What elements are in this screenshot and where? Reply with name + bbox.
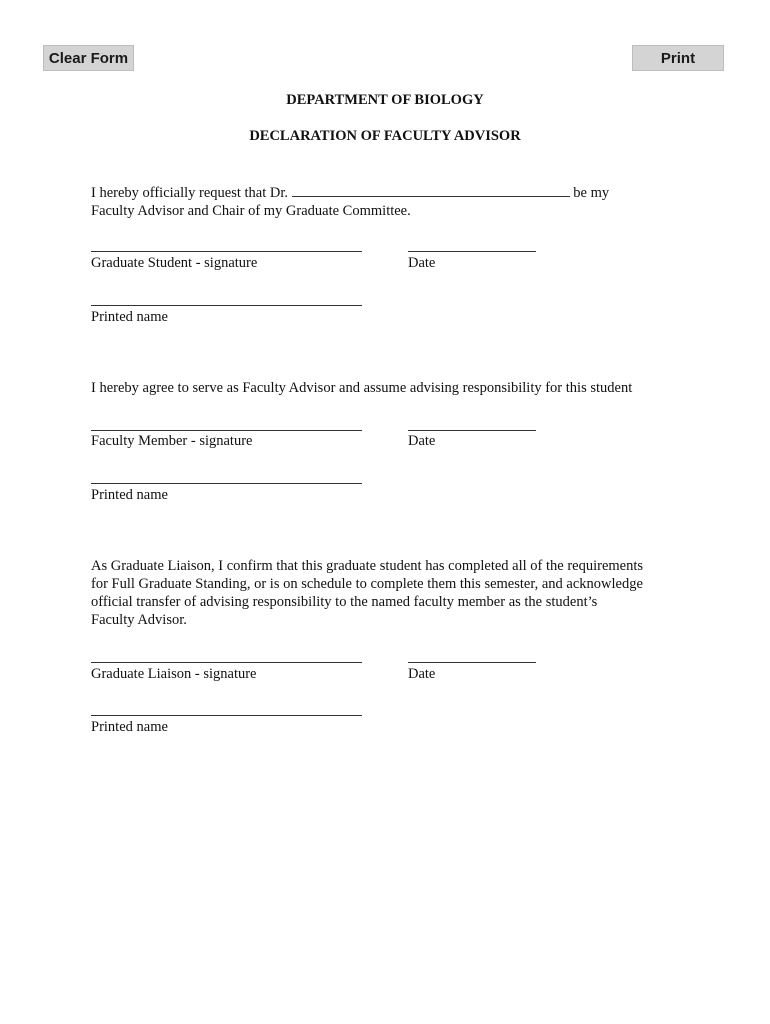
student-signature-field[interactable] — [91, 251, 362, 252]
liaison-printed-name-field[interactable] — [91, 715, 362, 716]
faculty-printed-name-field[interactable] — [91, 483, 362, 484]
request-paragraph — [91, 183, 681, 220]
form-title: DECLARATION OF FACULTY ADVISOR — [249, 128, 521, 144]
request-line-2: Faculty Advisor and Chair of my Graduate Committee. — [91, 203, 411, 219]
liaison-line-4: Faculty Advisor. — [91, 612, 187, 628]
student-signature-label: Graduate Student - signature — [91, 255, 258, 271]
liaison-line-3: official transfer of advising responsibility to the named faculty member as the student’s — [91, 594, 598, 610]
request-prefix: I hereby officially request that Dr. — [91, 185, 289, 201]
advisor-name-field[interactable] — [292, 183, 570, 197]
liaison-date-label: Date — [408, 666, 436, 682]
clear-form-button[interactable]: Clear Form — [43, 45, 134, 71]
student-date-field[interactable] — [408, 251, 536, 252]
liaison-paragraph — [91, 557, 691, 629]
faculty-printed-name-label: Printed name — [91, 487, 168, 503]
faculty-signature-field[interactable] — [91, 430, 362, 431]
liaison-signature-field[interactable] — [91, 662, 362, 663]
student-date-label: Date — [408, 255, 436, 271]
request-suffix: be my — [573, 185, 610, 201]
liaison-line-2: for Full Graduate Standing, or is on schedule to complete them this semester, and acknowledge — [91, 576, 643, 592]
liaison-signature-label: Graduate Liaison - signature — [91, 666, 257, 682]
faculty-agreement-text: I hereby agree to serve as Faculty Advisor and assume advising responsibility for this student — [91, 380, 633, 396]
faculty-signature-label: Faculty Member - signature — [91, 433, 253, 449]
student-printed-name-field[interactable] — [91, 305, 362, 306]
liaison-line-1: As Graduate Liaison, I confirm that this graduate student has completed all of the requirements — [91, 558, 644, 574]
print-button[interactable]: Print — [632, 45, 724, 71]
liaison-printed-name-label: Printed name — [91, 719, 168, 735]
department-heading: DEPARTMENT OF BIOLOGY — [286, 92, 484, 108]
liaison-date-field[interactable] — [408, 662, 536, 663]
faculty-date-label: Date — [408, 433, 436, 449]
student-printed-name-label: Printed name — [91, 309, 168, 325]
faculty-date-field[interactable] — [408, 430, 536, 431]
